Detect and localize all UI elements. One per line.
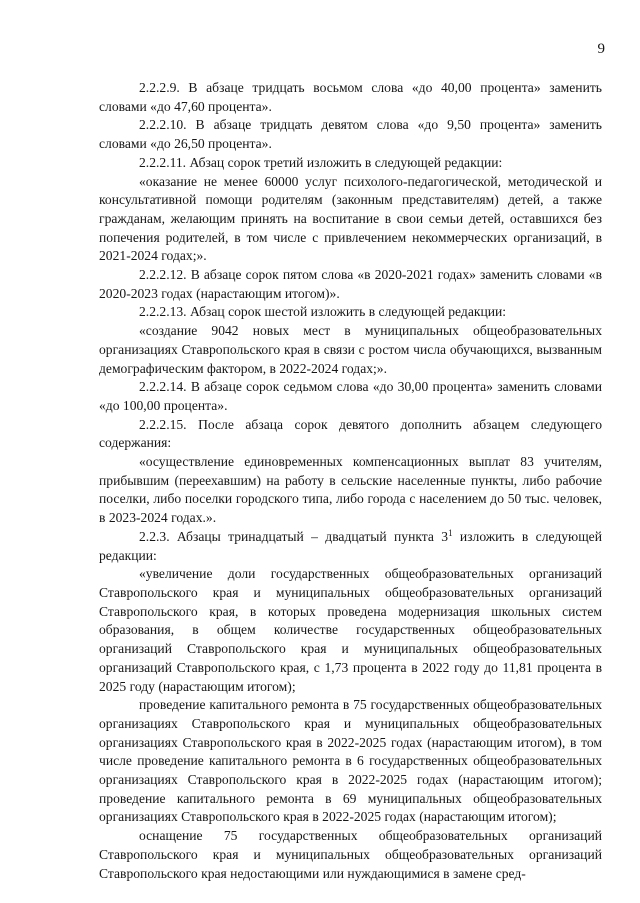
paragraph-2-2-2-9: 2.2.2.9. В абзаце тридцать восьмом слова «до 40,00 процента» заменить словами «до 47,60 процента».	[99, 80, 602, 114]
amendment-paragraph: проведение капитального ремонта в 75 государственных общеобразовательных организациях Ставропольского края и муниципальных общеобразовательных организациях Ставропольского края в 2022-2025 годах (нарастающим итогом), в том числе проведение капитального ремонта в 6 государственных общеобразовательных организациях Ставропольского края в 2022-2025 годах (нарастающим итогом); проведение капитального ремонта в 69 муниципальных общеобразовательных организациях Ставропольского края в 2022-2025 годах (нарастающим итогом);	[99, 697, 602, 825]
page-number: 9	[597, 41, 605, 57]
paragraph-2-2-2-13: 2.2.2.13. Абзац сорок шестой изложить в следующей редакции:	[139, 304, 507, 320]
paragraph-2-2-2-14: 2.2.2.14. В абзаце сорок седьмом слова «до 30,00 процента» заменить словами «до 100,00 процента».	[99, 379, 602, 413]
paragraph-2-2-2-12: 2.2.2.12. В абзаце сорок пятом слова «в 2020-2021 годах» заменить словами «в 2020-2023 годах (нарастающим итогом)».	[99, 267, 602, 301]
document-body	[99, 79, 602, 883]
quoted-amendment-paragraph: «осуществление единовременных компенсационных выплат 83 учителям, прибывшим (переехавшим) на работу в сельские населенные пункты, либо рабочие поселки, либо поселки городского типа, либо города с населением до 50 тыс. человек, в 2023-2024 годах.».	[99, 454, 602, 526]
paragraph-2-2-2-15: 2.2.2.15. После абзаца сорок девятого дополнить абзацем следующего содержания:	[99, 416, 602, 451]
quoted-amendment-paragraph: «увеличение доли государственных общеобразовательных организаций Ставропольского края и муниципальных общеобразовательных организаций Ставропольского края, в которых проведена модернизация школьных систем образования, в общем количестве государственных общеобразовательных организаций Ставропольского края и муниципальных общеобразовательных организаций Ставропольского края, с 1,73 процента в 2022 году до 11,81 процента в 2025 году (нарастающим итогом);	[99, 566, 602, 694]
paragraph-2-2-3	[99, 528, 602, 565]
paragraph-text: 2.2.3. Абзацы тринадцатый – двадцатый пункта 3	[139, 528, 449, 544]
quoted-amendment-paragraph: «создание 9042 новых мест в муниципальных общеобразовательных организациях Ставропольского края в связи с ростом числа обучающихся, вызванным демографическим фактором, в 2022-2024 годах;».	[99, 323, 602, 376]
paragraph-text: изложить в следующей редакции:	[99, 528, 602, 563]
superscript-index: 1	[448, 527, 453, 538]
quoted-amendment-paragraph: «оказание не менее 60000 услуг психолого-педагогической, методической и консультативной помощи родителям (законным представителям) детей, а также гражданам, желающим принять на воспитание в свои семьи детей, оставшихся без попечения родителей, в том числе с привлечением некоммерческих организаций, в 2021-2024 годах;».	[99, 173, 602, 264]
paragraph-2-2-2-11: 2.2.2.11. Абзац сорок третий изложить в следующей редакции:	[139, 154, 503, 170]
paragraph-2-2-2-10: 2.2.2.10. В абзаце тридцать девятом слова «до 9,50 процента» заменить словами «до 26,50 процента».	[99, 117, 602, 152]
amendment-paragraph: оснащение 75 государственных общеобразовательных организаций Ставропольского края и муниципальных общеобразовательных организаций Ставропольского края недостающими или нуждающимися в замене сред-	[99, 828, 602, 881]
